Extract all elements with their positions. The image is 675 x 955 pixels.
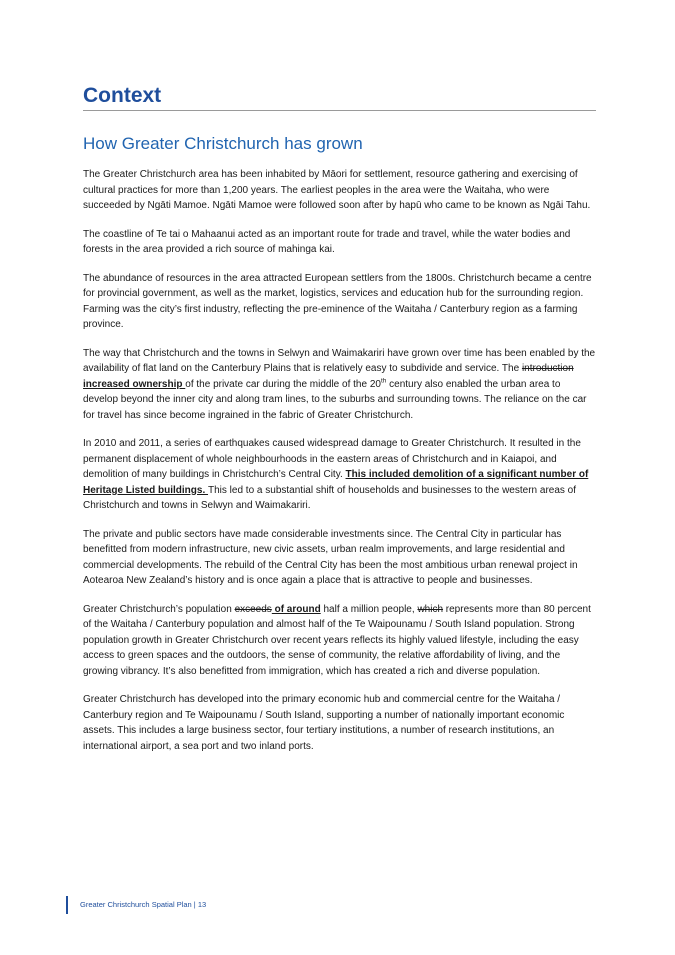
paragraph-4-text-c: century also enabled the urban area to develop beyond the inner city and along tram lines, to the suburbs and surrounding towns. The reliance on the car for travel has since become ingrained in the fabric of Greater Christchurch. — [83, 378, 587, 421]
paragraph-5 — [83, 436, 596, 514]
paragraph-3: The abundance of resources in the area attracted European settlers from the 1800s. Christchurch became a centre for provincial government, as well as the market, logistics, services and education hub for the surrounding region. Farming was the city’s first industry, reflecting the pre-eminence of the Waitaha / Canterbury region as a farming province. — [83, 272, 592, 330]
tracked-deletion: exceeds — [234, 603, 272, 615]
body-text — [83, 167, 596, 767]
section-heading: How Greater Christchurch has grown — [83, 134, 363, 153]
footer-text: Greater Christchurch Spatial Plan | 13 — [80, 900, 207, 909]
paragraph-1: The Greater Christchurch area has been inhabited by Māori for settlement, resource gathering and exercising of cultural practices for more than 1,200 years. The earliest peoples in the area were the Waitaha, who were succeeded by Ngāti Mamoe. Ngāti Mamoe were followed soon after by hapū who came to be known as Ngāi Tahu. — [83, 169, 591, 211]
footer-accent-bar — [66, 896, 68, 914]
paragraph-4-text-a: The way that Christchurch and the towns in Selwyn and Waimakariri have grown over time has been enabled by the availability of flat land on the Canterbury Plains that is relatively easy to subdivide and service. The — [83, 347, 596, 374]
superscript: th — [380, 377, 387, 385]
paragraph-7 — [83, 602, 596, 680]
paragraph-6: The private and public sectors have made considerable investments since. The Central City in particular has benefitted from modern infrastructure, new civic assets, urban realm improvements, and large residential and commercial developments. The rebuild of the Central City has been the most ambitious urban renewal project in Aotearoa New Zealand’s history and is once again a place that is attractive to people and businesses. — [83, 528, 578, 586]
tracked-deletion: which — [417, 603, 444, 615]
page-footer — [66, 896, 206, 914]
tracked-insertion: of around — [271, 603, 321, 615]
tracked-deletion: introduction — [521, 363, 574, 374]
paragraph-5-text-a: In 2010 and 2011, a series of earthquakes caused widespread damage to Greater Christchurch. It resulted in the permanent displacement of whole neighbourhoods in the eastern areas of Christchurch and in Kaiapoi, and demolition of many buildings in Christchurch’s Central City. — [83, 438, 581, 480]
tracked-insertion: increased ownership — [83, 378, 186, 390]
paragraph-8: Greater Christchurch has developed into the primary economic hub and commercial centre for the Waitaha / Canterbury region and Te Waipounamu / South Island, supporting a number of nationally important economic assets. This includes a large business sector, four tertiary institutions, a number of research institutions, an international airport, a sea port and two inland ports. — [83, 694, 565, 752]
title-divider — [83, 110, 596, 111]
paragraph-7-text-b: half a million people, — [320, 603, 418, 615]
paragraph-5-text-b: This led to a substantial shift of households and businesses to the western areas of Christchurch and towns in Selwyn and Waimakariri. — [83, 484, 577, 511]
paragraph-2: The coastline of Te tai o Mahaanui acted as an important route for trade and travel, while the water bodies and forests in the area provided a rich source of mahinga kai. — [83, 228, 571, 255]
paragraph-4 — [83, 346, 596, 424]
paragraph-4-text-b: of the private car during the middle of the 20 — [185, 378, 381, 390]
tracked-insertion: This included demolition of a significant number of Heritage Listed buildings. — [83, 469, 589, 496]
paragraph-7-text-c: represents more than 80 percent of the Waitaha / Canterbury population and almost half of the Te Waipounamu / South Island population. Strong population growth in Greater Christchurch over recent years reflects its highly valued lifestyle, including the easy access to green spaces and the outdoors, the sense of community, the relative affordability of living, and the growing vibrancy. It’s also benefitted from immigration, which has created a rich and diverse population. — [83, 603, 591, 677]
page-title: Context — [83, 84, 162, 107]
paragraph-7-text-a: Greater Christchurch’s population — [83, 603, 235, 615]
